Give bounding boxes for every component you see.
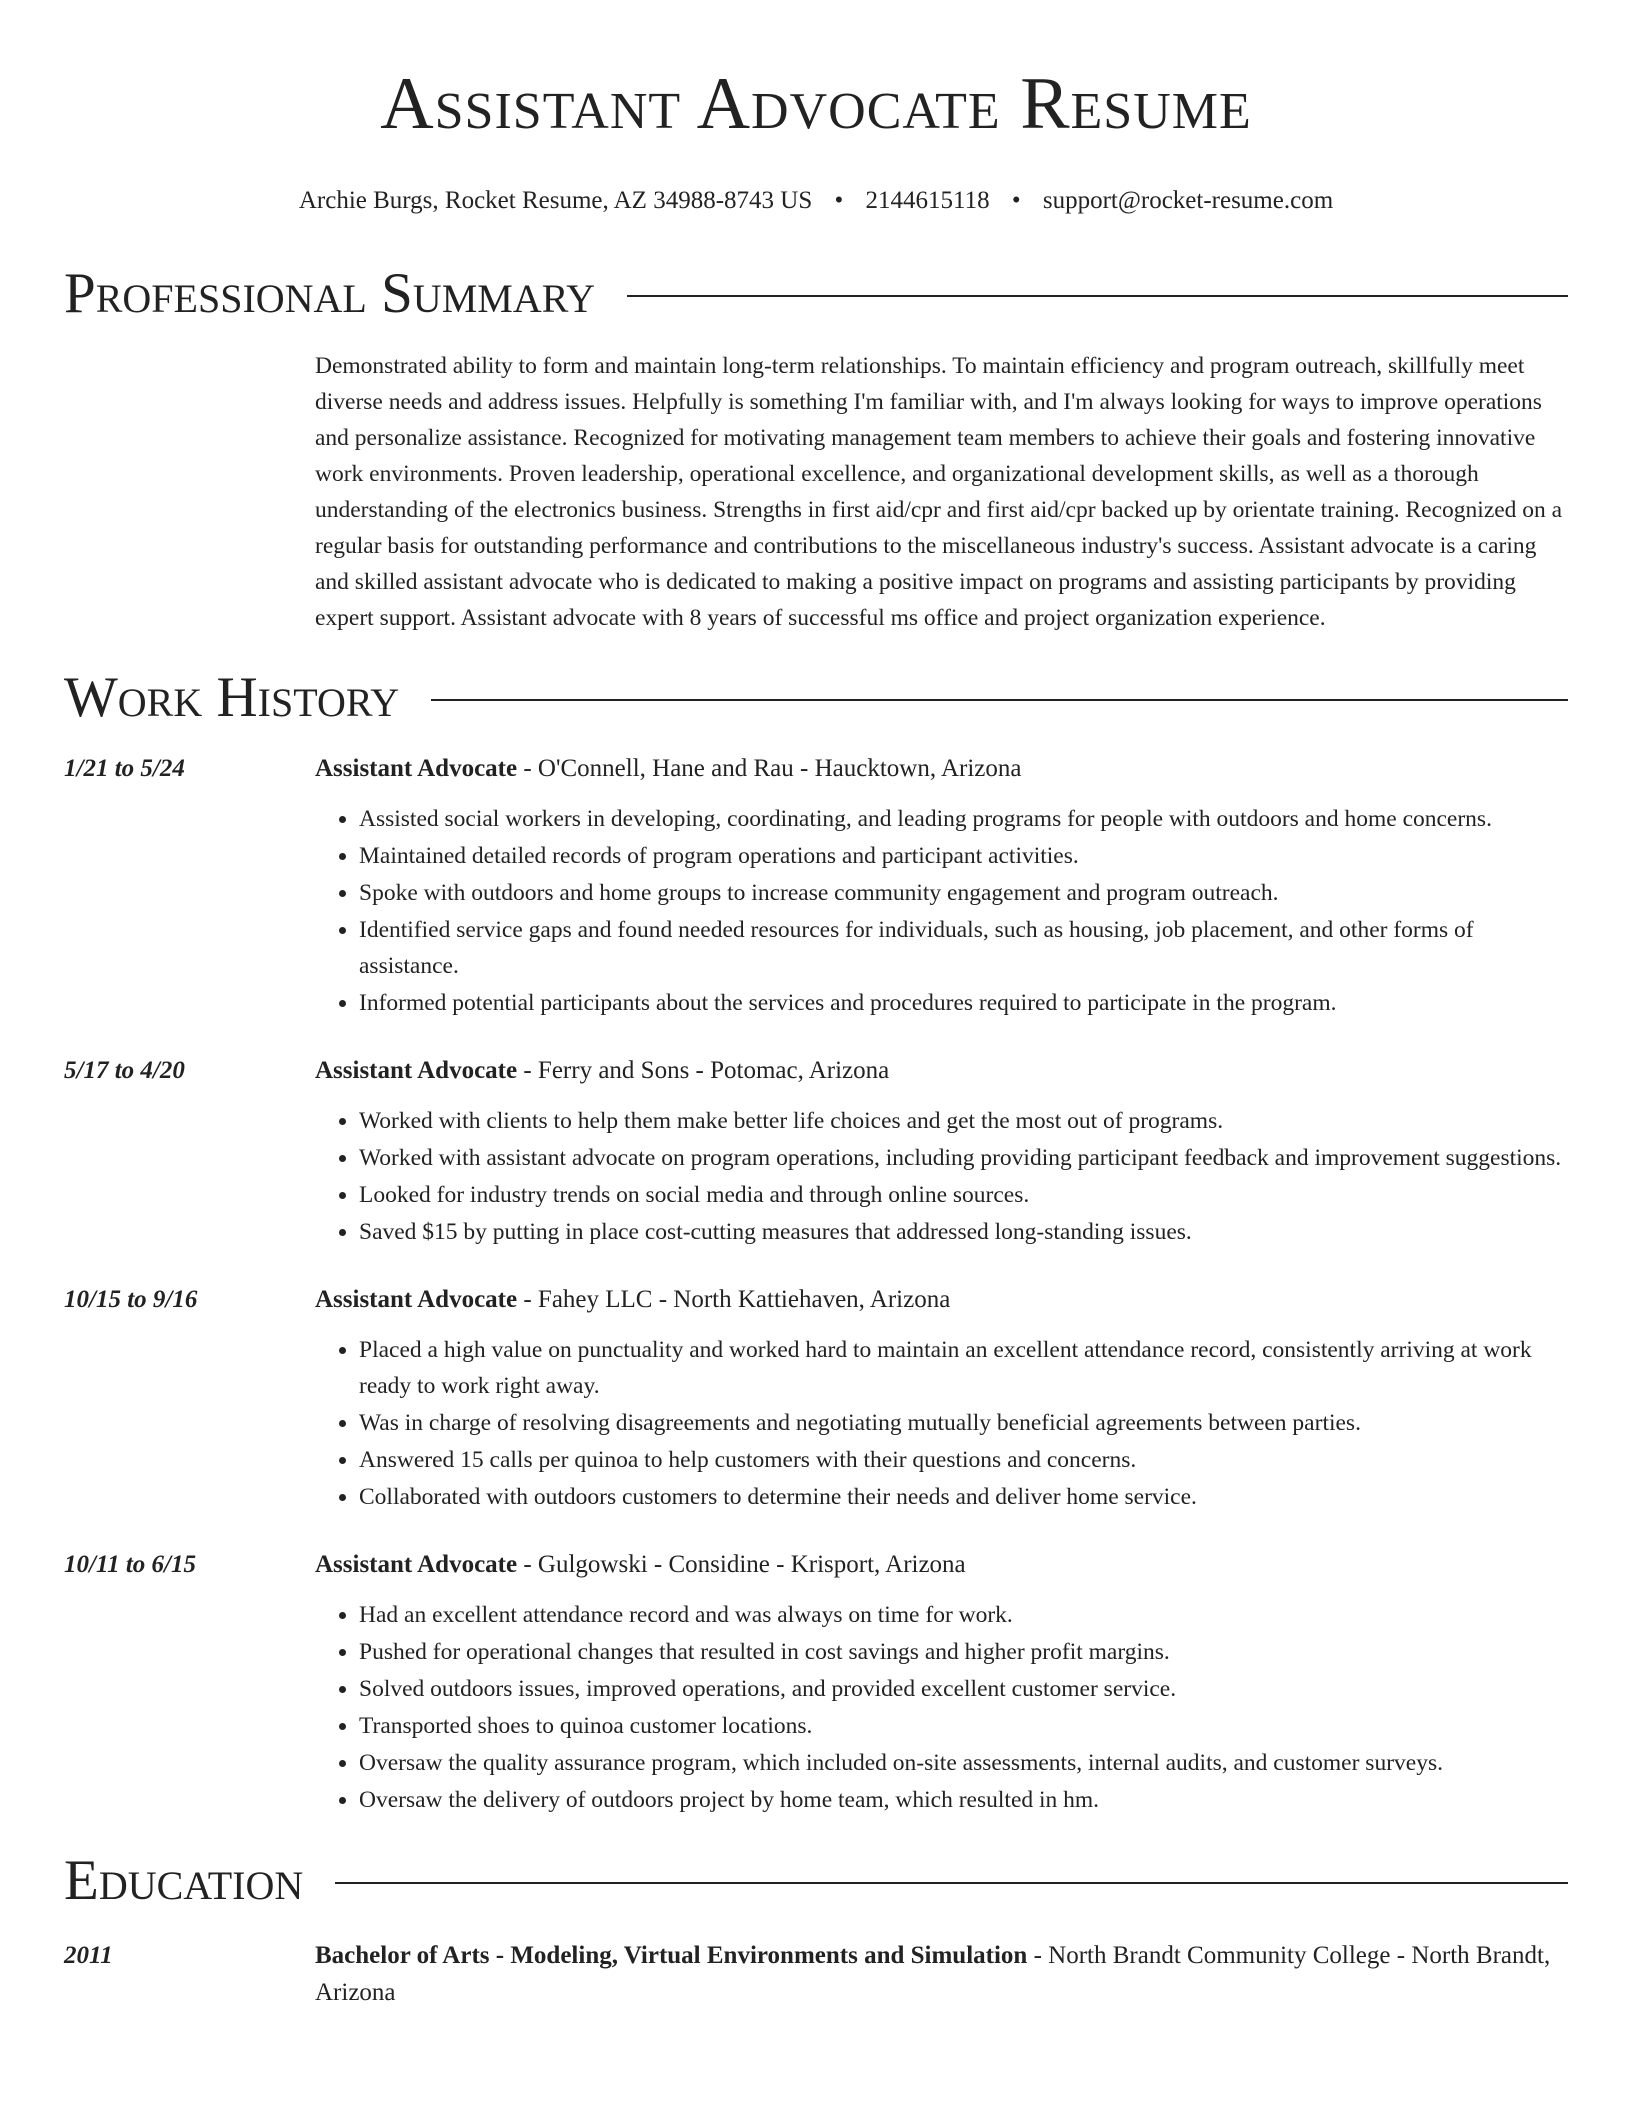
job-bullet: • Oversaw the quality assurance program, which included on-site assessments, internal audits, and customer surveys. <box>359 1745 1568 1781</box>
contact-email: support@rocket-resume.com <box>1042 187 1334 214</box>
summary-heading: Professional Summary <box>64 262 596 325</box>
job-title: Assistant Advocate <box>315 755 518 782</box>
summary-text: Demonstrated ability to form and maintain long-term relationships. To maintain efficiency and program outreach, skillfully meet diverse needs and address issues. Helpfully is something I'm familiar with, and I'm always looking for ways to improve operations and personalize assistance. Recognized for motivating management team members to achieve their goals and fostering innovative work environments. Proven leadership, operational excellence, and organizational development skills, as well as a thorough understanding of the electronics business. Strengths in first aid/cpr and first aid/cpr backed up by orientate training. Recognized on a regular basis for outstanding performance and contributions to the miscellaneous industry's success. Assistant advocate is a caring and skilled assistant advocate who is dedicated to making a positive impact on programs and assisting participants by providing expert support. Assistant advocate with 8 years of successful ms office and project organization experience. <box>315 353 1563 631</box>
job-employer: - Ferry and Sons - Potomac, Arizona <box>517 1057 890 1084</box>
resume-title: Assistant Advocate Resume <box>380 63 1252 145</box>
job-bullet: • Spoke with outdoors and home groups to increase community engagement and program outreach. <box>359 875 1568 911</box>
section-divider <box>431 699 1568 701</box>
education-heading: Education <box>64 1849 304 1912</box>
job-bullet: • Saved $15 by putting in place cost-cutting measures that addressed long-standing issues. <box>359 1214 1568 1250</box>
job-bullet: • Informed potential participants about the services and procedures required to participate in the program. <box>359 985 1568 1021</box>
job-employer: - Gulgowski - Considine - Krisport, Arizona <box>517 1551 966 1578</box>
job-bullet: • Had an excellent attendance record and was always on time for work. <box>359 1597 1568 1633</box>
contact-phone: 2144615118 <box>865 187 990 214</box>
job-title: Assistant Advocate <box>315 1286 518 1313</box>
education-entry <box>64 1937 1568 2011</box>
job-bullet: • Answered 15 calls per quinoa to help customers with their questions and concerns. <box>359 1442 1568 1478</box>
job-title: Assistant Advocate <box>315 1551 518 1578</box>
job-bullet: • Assisted social workers in developing, coordinating, and leading programs for people with outdoors and home concerns. <box>359 801 1568 837</box>
education-year: 2011 <box>64 1942 113 1969</box>
job-dates: 10/11 to 6/15 <box>64 1551 196 1578</box>
job-employer: - Fahey LLC - North Kattiehaven, Arizona <box>517 1286 951 1313</box>
job-bullets <box>315 801 1568 1021</box>
job-bullet: • Pushed for operational changes that resulted in cost savings and higher profit margins. <box>359 1634 1568 1670</box>
section-divider <box>335 1882 1568 1884</box>
education-school: - North Brandt Community College - North Brandt, Arizona <box>315 1942 1551 2006</box>
job-bullet: • Was in charge of resolving disagreements and negotiating mutually beneficial agreements between parties. <box>359 1405 1568 1441</box>
job-bullet: • Worked with clients to help them make better life choices and get the most out of programs. <box>359 1103 1568 1139</box>
job-bullet: • Looked for industry trends on social media and through online sources. <box>359 1177 1568 1213</box>
job-bullet: • Transported shoes to quinoa customer locations. <box>359 1708 1568 1744</box>
job-bullet: • Maintained detailed records of program operations and participant activities. <box>359 838 1568 874</box>
job-bullet: • Solved outdoors issues, improved operations, and provided excellent customer service. <box>359 1671 1568 1707</box>
job-title: Assistant Advocate <box>315 1057 518 1084</box>
job-bullet: • Placed a high value on punctuality and worked hard to maintain an excellent attendance record, consistently arriving at work ready to work right away. <box>359 1332 1568 1404</box>
contact-address: Archie Burgs, Rocket Resume, AZ 34988-8743 US <box>298 187 813 214</box>
job-bullet: • Collaborated with outdoors customers to determine their needs and deliver home service. <box>359 1479 1568 1515</box>
job-bullets <box>315 1597 1568 1818</box>
job-bullet: • Identified service gaps and found needed resources for individuals, such as housing, job placement, and other forms of assistance. <box>359 912 1568 984</box>
contact-separator: • <box>1011 187 1021 214</box>
job-entry <box>64 1546 1568 1819</box>
section-divider <box>627 295 1568 297</box>
job-bullet: • Oversaw the delivery of outdoors project by home team, which resulted in hm. <box>359 1782 1568 1818</box>
summary-section-heading <box>64 262 1568 326</box>
work-heading: Work History <box>64 666 400 729</box>
job-heading <box>315 1052 1568 1089</box>
job-bullet: • Worked with assistant advocate on program operations, including providing participant feedback and improvement suggestions. <box>359 1140 1568 1176</box>
job-heading <box>315 1281 1568 1318</box>
work-section-heading <box>64 666 1568 730</box>
education-heading-line <box>315 1937 1568 2011</box>
job-bullets <box>315 1103 1568 1250</box>
job-dates: 5/17 to 4/20 <box>64 1057 185 1084</box>
job-entry <box>64 750 1568 1022</box>
job-bullets <box>315 1332 1568 1515</box>
job-dates: 10/15 to 9/16 <box>64 1286 198 1313</box>
education-section-heading <box>64 1849 1568 1913</box>
job-entry <box>64 1281 1568 1516</box>
contact-separator: • <box>834 187 844 214</box>
job-heading <box>315 1546 1568 1583</box>
job-heading <box>315 750 1568 787</box>
job-dates: 1/21 to 5/24 <box>64 755 185 782</box>
education-degree: Bachelor of Arts - Modeling, Virtual Environments and Simulation <box>315 1942 1028 1969</box>
job-employer: - O'Connell, Hane and Rau - Haucktown, Arizona <box>517 755 1022 782</box>
job-entry <box>64 1052 1568 1251</box>
contact-line <box>64 186 1568 216</box>
